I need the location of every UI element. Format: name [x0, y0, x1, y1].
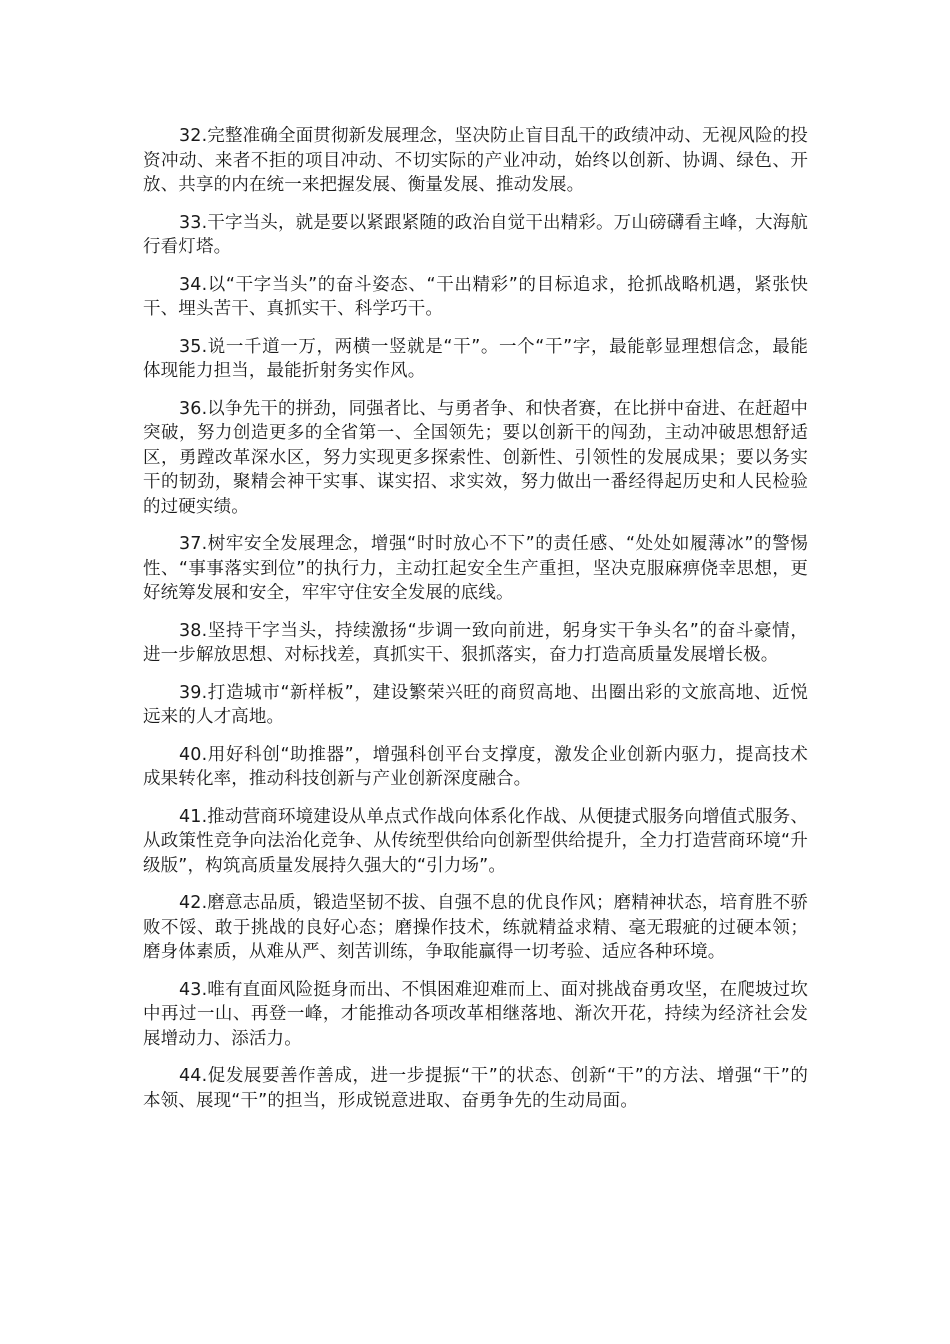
document-body	[143, 124, 808, 1126]
paragraph-35: 35.说一千道一万，两横一竖就是“干”。一个“干”字，最能彰显理想信念，最能体现能力担当，最能折射务实作风。	[143, 336, 808, 381]
paragraph-41: 41.推动营商环境建设从单点式作战向体系化作战、从便捷式服务向增值式服务、从政策性竞争向法治化竞争、从传统型供给向创新型供给提升，全力打造营商环境“升级版”，构筑高质量发展持久强大的“引力场”。	[143, 806, 808, 876]
paragraph-37: 37.树牢安全发展理念，增强“时时放心不下”的责任感、“处处如履薄冰”的警惕性、“事事落实到位”的执行力，主动扛起安全生产重担，坚决克服麻痹侥幸思想，更好统筹发展和安全，牢牢守住安全发展的底线。	[143, 534, 808, 603]
paragraph-36: 36.以争先干的拼劲，同强者比、与勇者争、和快者赛，在比拼中奋进、在赶超中突破，努力创造更多的全省第一、全国领先；要以创新干的闯劲，主动冲破思想舒适区，勇蹚改革深水区，努力实现更多探索性、创新性、引领性的发展成果；要以务实干的韧劲，聚精会神干实事、谋实招、求实效，努力做出一番经得起历史和人民检验的过硬实绩。	[143, 398, 808, 517]
paragraph-40: 40.用好科创“助推器”，增强科创平台支撑度，激发企业创新内驱力，提高技术成果转化率，推动科技创新与产业创新深度融合。	[143, 744, 808, 789]
paragraph-44: 44.促发展要善作善成，进一步提振“干”的状态、创新“干”的方法、增强“干”的本领、展现“干”的担当，形成锐意进取、奋勇争先的生动局面。	[143, 1066, 808, 1111]
paragraph-39: 39.打造城市“新样板”，建设繁荣兴旺的商贸高地、出圈出彩的文旅高地、近悦远来的人才高地。	[143, 682, 808, 727]
paragraph-34: 34.以“干字当头”的奋斗姿态、“干出精彩”的目标追求，抢抓战略机遇，紧张快干、埋头苦干、真抓实干、科学巧干。	[143, 274, 808, 319]
paragraph-42: 42.磨意志品质，锻造坚韧不拔、自强不息的优良作风；磨精神状态，培育胜不骄败不馁、敢于挑战的良好心态；磨操作技术，练就精益求精、毫无瑕疵的过硬本领；磨身体素质，从难从严、刻苦训练，争取能赢得一切考验、适应各种环境。	[143, 893, 808, 962]
paragraph-33: 33.干字当头，就是要以紧跟紧随的政治自觉干出精彩。万山磅礴看主峰，大海航行看灯塔。	[143, 212, 808, 257]
paragraph-38: 38.坚持干字当头，持续激扬“步调一致向前进，躬身实干争头名”的奋斗豪情，进一步解放思想、对标找差，真抓实干、狠抓落实，奋力打造高质量发展增长极。	[143, 620, 808, 665]
paragraph-43: 43.唯有直面风险挺身而出、不惧困难迎难而上、面对挑战奋勇攻坚，在爬坡过坎中再过一山、再登一峰，才能推动各项改革相继落地、渐次开花，持续为经济社会发展增动力、添活力。	[143, 979, 808, 1049]
paragraph-32: 32.完整准确全面贯彻新发展理念，坚决防止盲目乱干的政绩冲动、无视风险的投资冲动、来者不拒的项目冲动、不切实际的产业冲动，始终以创新、协调、绿色、开放、共享的内在统一来把握发展、衡量发展、推动发展。	[143, 126, 808, 195]
